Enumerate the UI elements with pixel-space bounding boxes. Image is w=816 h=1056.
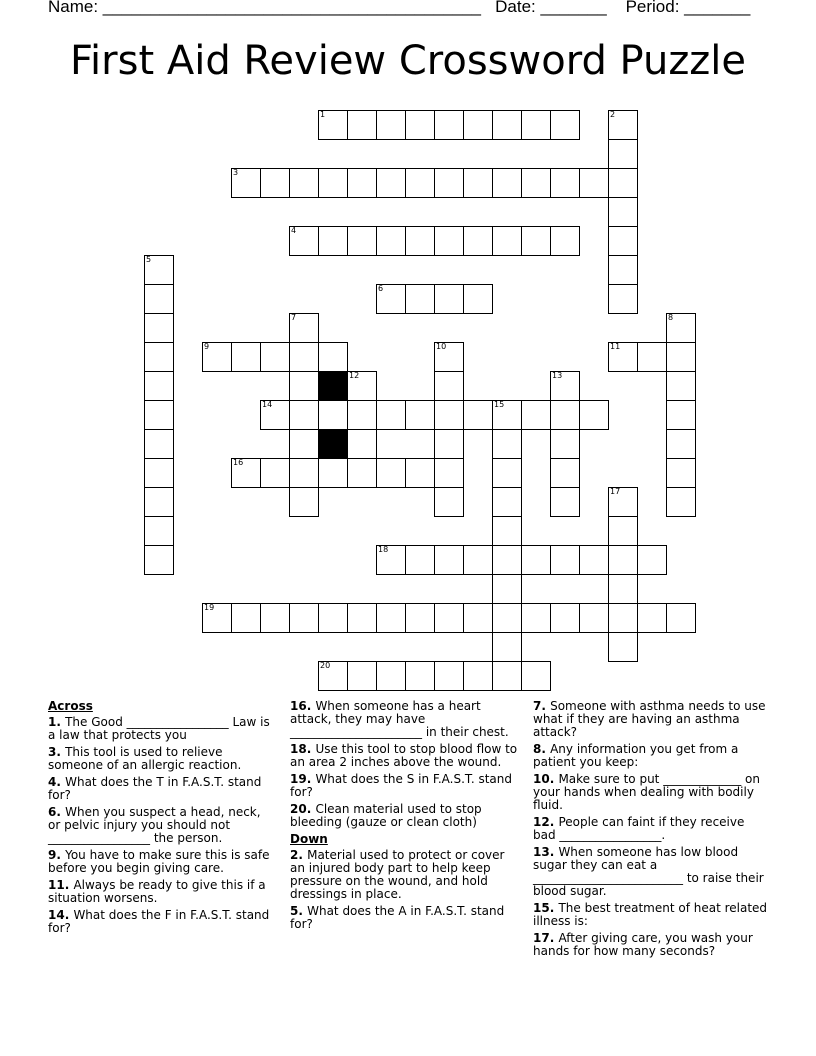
grid-cell[interactable] (608, 342, 638, 372)
grid-cell[interactable] (434, 545, 464, 575)
grid-cell[interactable] (492, 545, 522, 575)
grid-cell[interactable] (550, 487, 580, 517)
grid-cell[interactable] (289, 342, 319, 372)
grid-cell[interactable] (318, 110, 348, 140)
grid-cell[interactable] (144, 545, 174, 575)
grid-cell[interactable] (231, 458, 261, 488)
grid-cell[interactable] (289, 168, 319, 198)
clue-number: 16 (233, 458, 244, 467)
across-clue-list (48, 716, 270, 935)
student-info-line: Name: ________________________________________ Date: _______ Period: _______ (48, 0, 751, 16)
grid-cell[interactable] (492, 632, 522, 662)
grid-cell[interactable] (144, 516, 174, 546)
grid-cell[interactable] (318, 400, 348, 430)
clue-number: 15 (494, 400, 505, 409)
grid-cell[interactable] (289, 400, 319, 430)
grid-cell[interactable] (260, 603, 290, 633)
grid-cell[interactable] (521, 603, 551, 633)
grid-cell[interactable] (579, 603, 609, 633)
clue-item-text: This tool is used to relieve someone of an allergic reaction. (48, 745, 242, 772)
grid-cell[interactable] (144, 371, 174, 401)
grid-cell[interactable] (434, 458, 464, 488)
grid-cell[interactable] (405, 661, 435, 691)
clue-item-text: Always be ready to give this if a situation worsens. (48, 878, 266, 905)
grid-cell[interactable] (666, 400, 696, 430)
grid-cell[interactable] (550, 371, 580, 401)
clue-item-text: You have to make sure this is safe before you begin giving care. (48, 848, 270, 875)
clue-item-number: 18. (290, 742, 316, 756)
clue-item-number: 4. (48, 775, 66, 789)
clue-item-text: When you suspect a head, neck, or pelvic injury you should not _________________ the person. (48, 805, 261, 845)
clue-item-text: People can faint if they receive bad _________________. (533, 815, 745, 842)
grid-cell[interactable] (260, 342, 290, 372)
grid-cell[interactable] (144, 342, 174, 372)
grid-cell[interactable] (550, 603, 580, 633)
grid-cell[interactable] (608, 139, 638, 169)
grid-cell[interactable] (376, 400, 406, 430)
grid-cell[interactable] (289, 458, 319, 488)
grid-cell[interactable] (521, 400, 551, 430)
grid-cell[interactable] (463, 168, 493, 198)
grid-cell[interactable] (231, 603, 261, 633)
clue-number: 20 (320, 661, 331, 670)
grid-cell[interactable] (492, 400, 522, 430)
clue-number: 4 (291, 226, 297, 235)
grid-cell[interactable] (376, 226, 406, 256)
clue-number: 19 (204, 603, 215, 612)
grid-cell[interactable] (666, 487, 696, 517)
grid-cell[interactable] (608, 110, 638, 140)
grid-cell[interactable] (666, 313, 696, 343)
grid-cell[interactable] (144, 429, 174, 459)
grid-cell[interactable] (608, 574, 638, 604)
grid-cell[interactable] (434, 284, 464, 314)
grid-cell[interactable] (579, 400, 609, 430)
grid-cell[interactable] (202, 342, 232, 372)
grid-cell[interactable] (550, 168, 580, 198)
clue-number: 13 (552, 371, 563, 380)
grid-cell[interactable] (608, 197, 638, 227)
grid-cell[interactable] (347, 603, 377, 633)
grid-cell[interactable] (376, 661, 406, 691)
down-clue-list (290, 849, 520, 931)
grid-cell[interactable] (260, 168, 290, 198)
grid-cell[interactable] (492, 603, 522, 633)
clue-item-text: Any information you get from a patient you keep: (533, 742, 739, 769)
grid-cell[interactable] (608, 168, 638, 198)
grid-cell[interactable] (463, 661, 493, 691)
grid-cell[interactable] (608, 603, 638, 633)
grid-cell[interactable] (144, 458, 174, 488)
grid-cell[interactable] (608, 487, 638, 517)
across-clue-list-continued (290, 700, 520, 829)
grid-cell[interactable] (608, 226, 638, 256)
clue-item (290, 773, 520, 799)
grid-cell[interactable] (434, 429, 464, 459)
grid-cell[interactable] (666, 458, 696, 488)
across-heading: Across (48, 699, 93, 713)
clue-item-number: 5. (290, 904, 308, 918)
grid-cell[interactable] (405, 458, 435, 488)
clue-number: 17 (610, 487, 621, 496)
clue-item-text: Someone with asthma needs to use what if they are having an asthma attack? (533, 699, 766, 739)
grid-cell[interactable] (608, 284, 638, 314)
grid-cell[interactable] (318, 458, 348, 488)
clue-number: 5 (146, 255, 152, 264)
clue-item (48, 776, 270, 802)
grid-cell[interactable] (521, 226, 551, 256)
grid-cell[interactable] (492, 168, 522, 198)
clue-item-text: Use this tool to stop blood flow to an area 2 inches above the wound. (290, 742, 518, 769)
clue-item-text: When someone has a heart attack, they may have ______________________ in their chest. (290, 699, 509, 739)
clue-item (48, 909, 270, 935)
clue-item-number: 15. (533, 901, 559, 915)
grid-cell[interactable] (492, 429, 522, 459)
grid-cell[interactable] (492, 487, 522, 517)
grid-cell[interactable] (144, 313, 174, 343)
clue-item (533, 773, 768, 812)
clue-number: 3 (233, 168, 239, 177)
grid-cell[interactable] (608, 516, 638, 546)
clue-item-text: Clean material used to stop bleeding (gauze or clean cloth) (290, 802, 482, 829)
clue-item-number: 20. (290, 802, 316, 816)
clue-number: 11 (610, 342, 621, 351)
grid-cell[interactable] (492, 516, 522, 546)
grid-cell[interactable] (492, 226, 522, 256)
clue-item-text: Material used to protect or cover an injured body part to help keep pressure on the wound, and hold dressings in place. (290, 848, 505, 901)
clue-item-number: 17. (533, 931, 559, 945)
grid-cell[interactable] (376, 603, 406, 633)
clue-item (290, 700, 520, 739)
clues-column-3 (533, 700, 768, 962)
grid-cell[interactable] (318, 603, 348, 633)
clue-number: 1 (320, 110, 326, 119)
grid-cell[interactable] (405, 400, 435, 430)
grid-cell[interactable] (550, 545, 580, 575)
grid-cell[interactable] (463, 400, 493, 430)
black-cell (318, 371, 348, 401)
grid-cell[interactable] (521, 661, 551, 691)
clue-item (48, 879, 270, 905)
grid-cell[interactable] (550, 429, 580, 459)
grid-cell[interactable] (347, 429, 377, 459)
grid-cell[interactable] (231, 342, 261, 372)
clue-item (48, 746, 270, 772)
grid-cell[interactable] (347, 371, 377, 401)
grid-cell[interactable] (492, 110, 522, 140)
clue-item-number: 12. (533, 815, 559, 829)
clue-item (533, 902, 768, 928)
grid-cell[interactable] (376, 168, 406, 198)
grid-cell[interactable] (347, 168, 377, 198)
grid-cell[interactable] (463, 110, 493, 140)
grid-cell[interactable] (521, 545, 551, 575)
clue-item-number: 11. (48, 878, 74, 892)
grid-cell[interactable] (637, 603, 667, 633)
grid-cell[interactable] (318, 661, 348, 691)
clues-column-1 (48, 700, 270, 939)
clue-item-number: 19. (290, 772, 316, 786)
clue-item-text: Make sure to put _____________ on your hands when dealing with bodily fluid. (533, 772, 760, 812)
clue-item-text: The best treatment of heat related illness is: (533, 901, 768, 928)
clue-number: 10 (436, 342, 447, 351)
grid-cell[interactable] (463, 284, 493, 314)
clue-item (290, 743, 520, 769)
grid-cell[interactable] (318, 168, 348, 198)
grid-cell[interactable] (347, 661, 377, 691)
grid-cell[interactable] (434, 487, 464, 517)
clue-item-text: When someone has low blood sugar they can eat a _________________________ to raise their blood sugar. (533, 845, 764, 898)
grid-cell[interactable] (289, 371, 319, 401)
grid-cell[interactable] (347, 226, 377, 256)
clue-item-text: The Good _________________ Law is a law that protects you (48, 715, 270, 742)
clue-number: 14 (262, 400, 273, 409)
clue-item-text: What does the S in F.A.S.T. stand for? (290, 772, 512, 799)
clue-item-text: What does the T in F.A.S.T. stand for? (48, 775, 262, 802)
grid-cell[interactable] (521, 168, 551, 198)
grid-cell[interactable] (347, 458, 377, 488)
grid-cell[interactable] (666, 371, 696, 401)
clue-item (533, 816, 768, 842)
grid-cell[interactable] (289, 429, 319, 459)
grid-cell[interactable] (550, 226, 580, 256)
grid-cell[interactable] (289, 226, 319, 256)
grid-cell[interactable] (318, 226, 348, 256)
page-title: First Aid Review Crossword Puzzle (69, 38, 747, 84)
grid-cell[interactable] (637, 342, 667, 372)
down-clue-list-continued (533, 700, 768, 958)
grid-cell[interactable] (376, 284, 406, 314)
grid-cell[interactable] (405, 110, 435, 140)
grid-cell[interactable] (289, 313, 319, 343)
clue-item (290, 849, 520, 901)
grid-cell[interactable] (463, 545, 493, 575)
clue-item-text: After giving care, you wash your hands for how many seconds? (533, 931, 753, 958)
grid-cell[interactable] (550, 110, 580, 140)
clue-item-number: 9. (48, 848, 66, 862)
grid-cell[interactable] (231, 168, 261, 198)
grid-cell[interactable] (579, 545, 609, 575)
grid-cell[interactable] (579, 168, 609, 198)
clue-number: 9 (204, 342, 210, 351)
clue-item-number: 13. (533, 845, 559, 859)
grid-cell[interactable] (434, 226, 464, 256)
grid-cell[interactable] (608, 632, 638, 662)
clue-item-number: 6. (48, 805, 66, 819)
grid-cell[interactable] (318, 342, 348, 372)
grid-cell[interactable] (434, 110, 464, 140)
grid-cell[interactable] (550, 458, 580, 488)
grid-cell[interactable] (405, 226, 435, 256)
clue-item (290, 803, 520, 829)
clue-item (290, 905, 520, 931)
grid-cell[interactable] (434, 603, 464, 633)
grid-cell[interactable] (376, 458, 406, 488)
clue-item-number: 8. (533, 742, 551, 756)
grid-cell[interactable] (434, 371, 464, 401)
grid-cell[interactable] (405, 168, 435, 198)
clue-item (48, 716, 270, 742)
grid-cell[interactable] (260, 458, 290, 488)
clue-number: 12 (349, 371, 360, 380)
grid-cell[interactable] (637, 545, 667, 575)
grid-cell[interactable] (144, 400, 174, 430)
grid-cell[interactable] (144, 255, 174, 285)
clue-item-number: 2. (290, 848, 308, 862)
clue-item-number: 3. (48, 745, 66, 759)
grid-cell[interactable] (434, 661, 464, 691)
grid-cell[interactable] (608, 545, 638, 575)
grid-cell[interactable] (666, 603, 696, 633)
clue-number: 18 (378, 545, 389, 554)
clue-item-number: 16. (290, 699, 316, 713)
clue-number: 6 (378, 284, 384, 293)
grid-cell[interactable] (144, 284, 174, 314)
clue-item-number: 1. (48, 715, 66, 729)
grid-cell[interactable] (666, 342, 696, 372)
grid-cell[interactable] (289, 603, 319, 633)
clue-item (48, 806, 270, 845)
grid-cell[interactable] (434, 168, 464, 198)
grid-cell[interactable] (202, 603, 232, 633)
grid-cell[interactable] (666, 429, 696, 459)
clue-item-number: 10. (533, 772, 559, 786)
grid-cell[interactable] (463, 226, 493, 256)
grid-cell[interactable] (376, 545, 406, 575)
grid-cell[interactable] (405, 284, 435, 314)
grid-cell[interactable] (463, 603, 493, 633)
grid-cell[interactable] (492, 458, 522, 488)
grid-cell[interactable] (289, 487, 319, 517)
grid-cell[interactable] (521, 110, 551, 140)
grid-cell[interactable] (260, 400, 290, 430)
grid-cell[interactable] (376, 110, 406, 140)
black-cell (318, 429, 348, 459)
clue-item-text: What does the A in F.A.S.T. stand for? (290, 904, 505, 931)
grid-cell[interactable] (347, 400, 377, 430)
clue-item (48, 849, 270, 875)
clue-item (533, 932, 768, 958)
clue-item (533, 700, 768, 739)
grid-cell[interactable] (434, 400, 464, 430)
grid-cell[interactable] (434, 342, 464, 372)
clue-item-number: 14. (48, 908, 74, 922)
clue-item (533, 846, 768, 898)
grid-cell[interactable] (492, 574, 522, 604)
grid-cell[interactable] (550, 400, 580, 430)
grid-cell[interactable] (492, 661, 522, 691)
clues-column-2 (290, 700, 520, 935)
grid-cell[interactable] (405, 545, 435, 575)
clue-number: 7 (291, 313, 297, 322)
grid-cell[interactable] (144, 487, 174, 517)
clue-item (533, 743, 768, 769)
clue-number: 8 (668, 313, 674, 322)
grid-cell[interactable] (608, 255, 638, 285)
clue-number: 2 (610, 110, 616, 119)
clue-item-text: What does the F in F.A.S.T. stand for? (48, 908, 270, 935)
clue-item-number: 7. (533, 699, 551, 713)
down-heading: Down (290, 832, 328, 846)
grid-cell[interactable] (405, 603, 435, 633)
grid-cell[interactable] (347, 110, 377, 140)
